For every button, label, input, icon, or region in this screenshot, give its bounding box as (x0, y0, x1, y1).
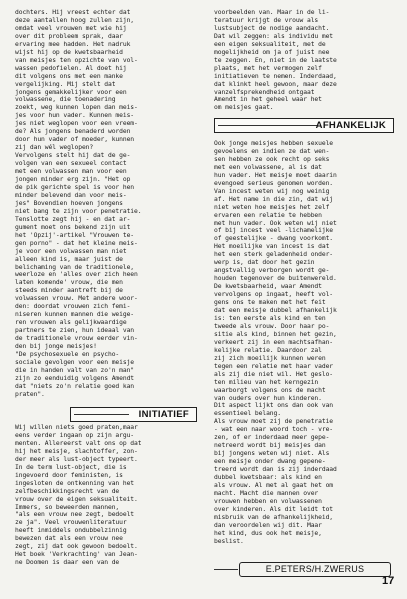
heading-text: AFHANKELIJK (315, 120, 386, 131)
text-line: over dit probleem sprak, daar (15, 32, 123, 40)
text-line: de traditionele vrouw eerder vin- (15, 335, 138, 343)
text-line: zij zich moeilijk kunnen weren (214, 354, 326, 362)
text-line: netreerd wordt bij meisjes dan (214, 442, 326, 450)
text-line: of bij incest veel -lichamelijke (214, 227, 334, 235)
text-line: over kinderen. Als dit leidt tot (214, 505, 334, 513)
text-line: dat klinkt heel gewoon, maar deze (214, 80, 337, 88)
text-line: ne Doomen is daar een van de (15, 559, 120, 567)
text-line: praten". (15, 390, 45, 398)
text-line: die in handen valt van zo'n man" (15, 366, 135, 374)
text-line: ren vrouwen als gelijkwaardige (15, 319, 127, 327)
text-line: belichaming van de traditionele, (15, 263, 135, 271)
text-line: weerloze en 'alles over zich heen (15, 271, 138, 279)
text-line: beslist. (214, 537, 244, 545)
text-line: Ook jonge meisjes hebben sexuele (214, 140, 334, 147)
left-column (15, 9, 195, 399)
text-line: ervaren een relatie te hebben (214, 211, 322, 219)
text-line: van ouders over hun kinderen. (214, 394, 322, 402)
text-line: tweede als vrouw. Door haar po- (214, 322, 330, 330)
text-line: Vervolgens stelt hij dat de ge- (15, 152, 131, 160)
text-line: gevoelens en indien ze dat wen- (214, 147, 330, 155)
text-line: Dit aspect lijkt ons dan ook van (214, 402, 334, 410)
text-line: kelijke relatie. Daardoor zal (214, 346, 322, 354)
text-line: te zeggen. En, niet in de laatste (214, 56, 337, 64)
text-line: partners te zien, hun ideaal van (15, 327, 135, 335)
text-line: misbruik van de afhankelijkheid, (214, 513, 334, 521)
text-line: menten. Allereerst valt ons op dat (15, 439, 142, 447)
text-line: deze aantallen hoog zullen zijn, (15, 16, 135, 24)
text-line: vergelijking. Mij stelt dat (15, 80, 116, 88)
text-line: zoekt, weg kunnen lopen dan meis- (15, 104, 138, 112)
text-line: is: ten eerste als kind en ten (214, 314, 326, 322)
text-line: steeds minder aantreft bij de (15, 287, 123, 295)
text-line: jes niet weglopen voor een vreem- (15, 120, 138, 128)
right-column (214, 9, 394, 112)
text-line: vrouwen hebben en volwassenen (214, 497, 322, 505)
text-line: gens ons te maken met het feit (214, 299, 326, 307)
text-line: het 'Opzij'-artikel "Vrouwen te- (15, 231, 135, 239)
text-line: hij het meisje, slachtoffer, zon- (15, 447, 138, 455)
text-line: lustsubject de nodige aandacht. (214, 24, 330, 32)
text-line: zen, of er inderdaad meer gepe- (214, 434, 330, 442)
text-line: Van incest weten wij nog weinig (214, 187, 330, 195)
text-line: jes voor hun vader. Kunnen meis- (15, 112, 135, 120)
text-line: ervaring mee hadden. Het nadruk (15, 40, 131, 48)
text-line: Tenslotte zegt hij - en dat ar- (15, 215, 131, 223)
left-column-lower (15, 424, 195, 567)
text-line: der meer als lust-object typeert. (15, 455, 138, 463)
text-line: "als een vrouw nee zegt, bedoelt (15, 511, 135, 519)
text-line: dat "niets zo'n relatie goed kan (15, 382, 135, 390)
right-column-lower (214, 140, 394, 546)
text-line: Het moeilijke van incest is dat (214, 243, 330, 251)
text-line: omdat veel vrouwen met wie hij (15, 24, 127, 32)
text-line: minder belevend dan voor meis- (15, 191, 127, 199)
text-line: dit volgens ons met een manke (15, 72, 123, 80)
text-line: - wat een naar woord toch - vre- (214, 426, 334, 434)
text-line: sitie als kind, binnen het gezin, (214, 330, 337, 338)
text-line: niet bang te zijn voor penetratie. (15, 207, 142, 215)
text-line: angstvallig verborgen wordt ge- (214, 267, 330, 275)
text-line: om meisjes gaat. (214, 104, 274, 112)
text-line: Immers, so beweerden mannen, (15, 503, 120, 511)
text-line: essentieel belang. (214, 410, 281, 418)
text-line: werp is, dat door het gezin (214, 259, 315, 267)
heading-text: INITIATIEF (138, 409, 189, 420)
text-line: vrouw over de eigen seksualiteit. (15, 495, 138, 503)
text-line: dan veroordelen wij dit. Maar (214, 521, 322, 529)
text-line: met een volwassene, al is dat (214, 163, 322, 171)
text-line: dat een meisje dubbel afhankelijk (214, 307, 337, 315)
text-line: jongens gemakkelijker voor een (15, 88, 127, 96)
text-line: het een sterk geladenheid onder- (214, 251, 334, 259)
text-line: evengoed serieus genomen worden. (214, 179, 334, 187)
text-line: Amendt in het geheel waar het (214, 96, 322, 104)
text-line: een meisje onder dwang gepene- (214, 458, 326, 466)
text-line: niseren kunnen mannen die weige- (15, 311, 135, 319)
text-line: alleen kind is, maar juist de (15, 255, 123, 263)
text-line: het kind, dus ook het meisje, (214, 529, 322, 537)
text-line: mogelijkheid om ja of juist nee (214, 48, 330, 56)
text-line: sen hebben ze ook recht op seks (214, 155, 330, 163)
author-byline (239, 562, 391, 577)
text-line: den bij jonge meisjes! (15, 343, 97, 351)
text-line: tegen een relatie met haar vader (214, 362, 334, 370)
text-line: treerd wordt dan is zij inderdaad (214, 466, 337, 474)
text-line: den: doordat vrouwen zich femi- (15, 303, 131, 311)
text-line: volwassen vrouw. Met andere woor- (15, 295, 138, 303)
text-line: ze ja". Veel vrouwenliteratuur (15, 519, 127, 527)
text-line: voorbeelden van. Maar in de li- (214, 9, 330, 16)
text-line: zij dan wél weglopen? (15, 144, 94, 152)
text-line: jongen minder erg zijn. "Het op (15, 176, 131, 184)
text-line: volwassene, die toenadering (15, 96, 116, 104)
text-line: sociale gevolgen voor een meisje (15, 358, 135, 366)
text-line: heeft inmiddels ondubbelzinnig (15, 527, 127, 535)
text-line: jes" Bovendien hoeven jongens (15, 199, 123, 207)
text-line: door hun vader of moeder, kunnen (15, 136, 135, 144)
text-line: hun vader. Het meisje moet daarin (214, 171, 337, 179)
text-line: niet weten hoe meisjes het zelf (214, 203, 330, 211)
text-line: macht. Macht die mannen over (214, 489, 319, 497)
right-text-block-1 (214, 9, 394, 112)
text-line: In de term lust-object, die is (15, 463, 127, 471)
text-line: de? Als jongens benaderd worden (15, 128, 131, 136)
byline-rule (214, 569, 238, 570)
text-line: volgen van een sexueel contact (15, 160, 127, 168)
text-line: initiatieven te nemen. Inderdaad, (214, 72, 337, 80)
section-heading-initiatief (70, 407, 197, 422)
text-line: bij jongens weten wij niet. Als (214, 450, 330, 458)
heading-rule (218, 125, 318, 126)
text-line: "De psychosexuele en psycho- (15, 350, 120, 358)
text-line: Dat wil zeggen: als individu met (214, 32, 334, 40)
text-line: als vrouw. Al met al gaat het om (214, 481, 334, 489)
text-line: verkeert zij in een machtsafhan- (214, 338, 334, 346)
left-text-block-2 (15, 424, 195, 567)
text-line: teratuur krijgt de vrouw als (214, 16, 319, 24)
text-line: De kwetsbaarheid, waar Amendt (214, 283, 322, 291)
text-line: wijst hij op de kwetsbaarheid (15, 48, 123, 56)
text-line: af. Het name in die zin, dat wij (214, 195, 334, 203)
text-line: zijn zo eenduidig volgens Amendt (15, 374, 135, 382)
text-line: wassen pedofielen. Al doet hij (15, 64, 127, 72)
text-line: zelfbeschikkingsrecht van de (15, 487, 120, 495)
text-line: zegt, zij dat ook gewoon bedoelt. (15, 543, 138, 551)
heading-rule (74, 414, 129, 415)
byline-text: E.PETERS/H.ZWERUS (265, 564, 365, 574)
text-line: plaats, met het vermogen zelf (214, 64, 322, 72)
text-line: dochters. Hij vreest echter dat (15, 9, 131, 16)
left-text-block-1 (15, 9, 195, 399)
text-line: waarborgt volgens ons de macht (214, 386, 326, 394)
page-number: 17 (382, 575, 395, 587)
text-line: Wij willen niets goed praten,maar (15, 424, 138, 431)
right-text-block-2 (214, 140, 394, 546)
text-line: als zij die niet wil. Het geslo- (214, 370, 334, 378)
text-line: ten milieu van het kerngezin (214, 378, 319, 386)
text-line: een eigen seksualiteit, met de (214, 40, 326, 48)
text-line: bewezen dat als een vrouw nee (15, 535, 123, 543)
text-line: met een volwassen man voor een (15, 168, 127, 176)
text-line: laten komende' vrouw, die men (15, 279, 123, 287)
text-line: houden tegenover de buitenwereld. (214, 275, 337, 283)
text-line: Het boek 'Verkrachting' van Jean- (15, 551, 138, 559)
text-line: met hun vader. Ook weten wij niet (214, 219, 337, 227)
text-line: van meisjes ten opzichte van vol- (15, 56, 138, 64)
text-line: of geestelijke - dwang voorkomt. (214, 235, 334, 243)
text-line: vervolgens op ingaat, heeft vol- (214, 291, 334, 299)
text-line: ingevoerd door feministen, is (15, 471, 123, 479)
text-line: de pik gerichte spel is voor hen (15, 183, 135, 191)
text-line: vanzelfsprekendheid ontgaat (214, 88, 315, 96)
section-heading-afhankelijk (214, 118, 394, 133)
text-line: dubbel kwetsbaar: als kind en (214, 474, 322, 482)
text-line: eens verder ingaan op zijn argu- (15, 431, 135, 439)
text-line: je voor een volwassen man niet (15, 247, 127, 255)
text-line: gument moet ons bekend zijn uit (15, 223, 131, 231)
text-line: gen porno" - dat het kleine meis- (15, 239, 138, 247)
text-line: ingesloten de ontkenning van het (15, 479, 135, 487)
text-line: Als vrouw moet zij de penetratie (214, 418, 334, 426)
